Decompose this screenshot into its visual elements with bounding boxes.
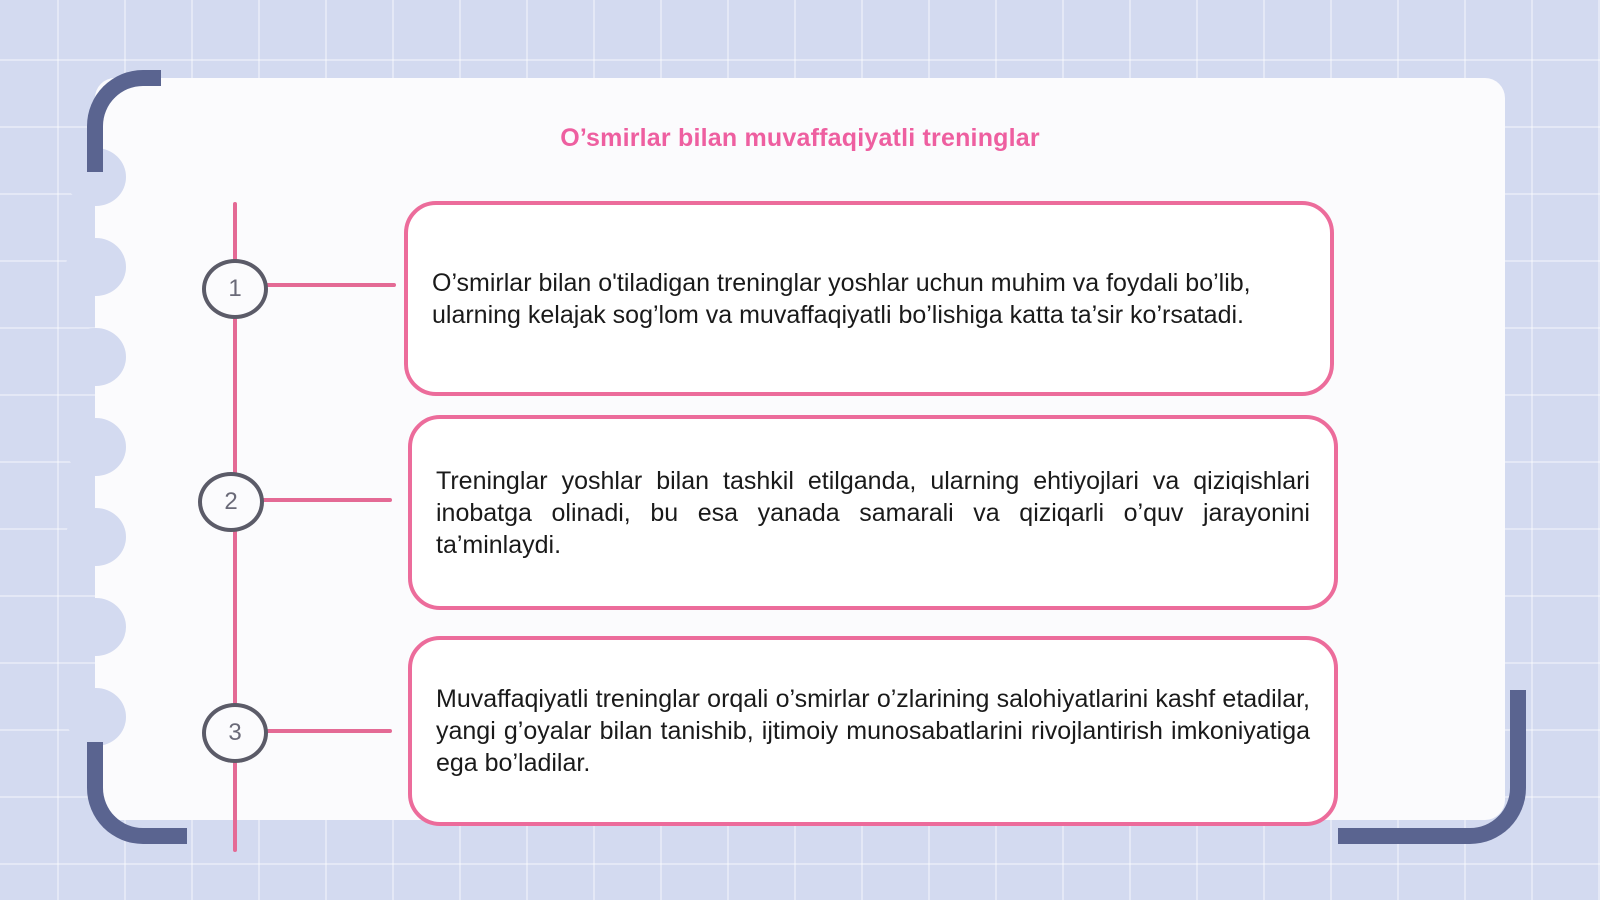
step-text: O’smirlar bilan o'tiladigan treninglar yoshlar uchun muhim va foydali bo’lib, ularning kelajak sog’lom va muvaffaqiyatli bo’lishiga katta ta’sir ko’rsatadi.	[432, 268, 1251, 329]
timeline-connector	[266, 283, 396, 287]
slide-title: O’smirlar bilan muvaffaqiyatli treninglar	[560, 124, 1040, 152]
step-number-circle: 3	[202, 703, 268, 763]
paper-notch	[66, 688, 126, 746]
step-number-circle: 1	[202, 259, 268, 319]
step-card	[408, 415, 1338, 610]
step-card	[404, 201, 1334, 396]
paper-notch	[66, 328, 126, 386]
step-card	[408, 636, 1338, 826]
paper-notch	[66, 418, 126, 476]
paper-notch	[66, 508, 126, 566]
timeline-connector	[266, 729, 392, 733]
frame-corner-bottom-left	[87, 742, 187, 844]
frame-corner-bottom-right	[1338, 690, 1526, 844]
paper-notch	[66, 598, 126, 656]
step-text: Muvaffaqiyatli treninglar orqali o’smirlar o’zlarining salohiyatlarini kashf etadilar, yangi g’oyalar bilan tanishib, ijtimoiy munosabatlarini rivojlantirish imkoniyatiga ega bo’ladilar.	[436, 685, 1310, 777]
timeline-connector	[262, 498, 392, 502]
step-text: Treninglar yoshlar bilan tashkil etilganda, ularning ehtiyojlari va qiziqishlari inobatga olinadi, bu esa yanada samarali va qiziqarli o’quv jarayonini ta’minlaydi.	[436, 466, 1310, 559]
step-number-circle: 2	[198, 472, 264, 532]
paper-notch	[66, 238, 126, 296]
